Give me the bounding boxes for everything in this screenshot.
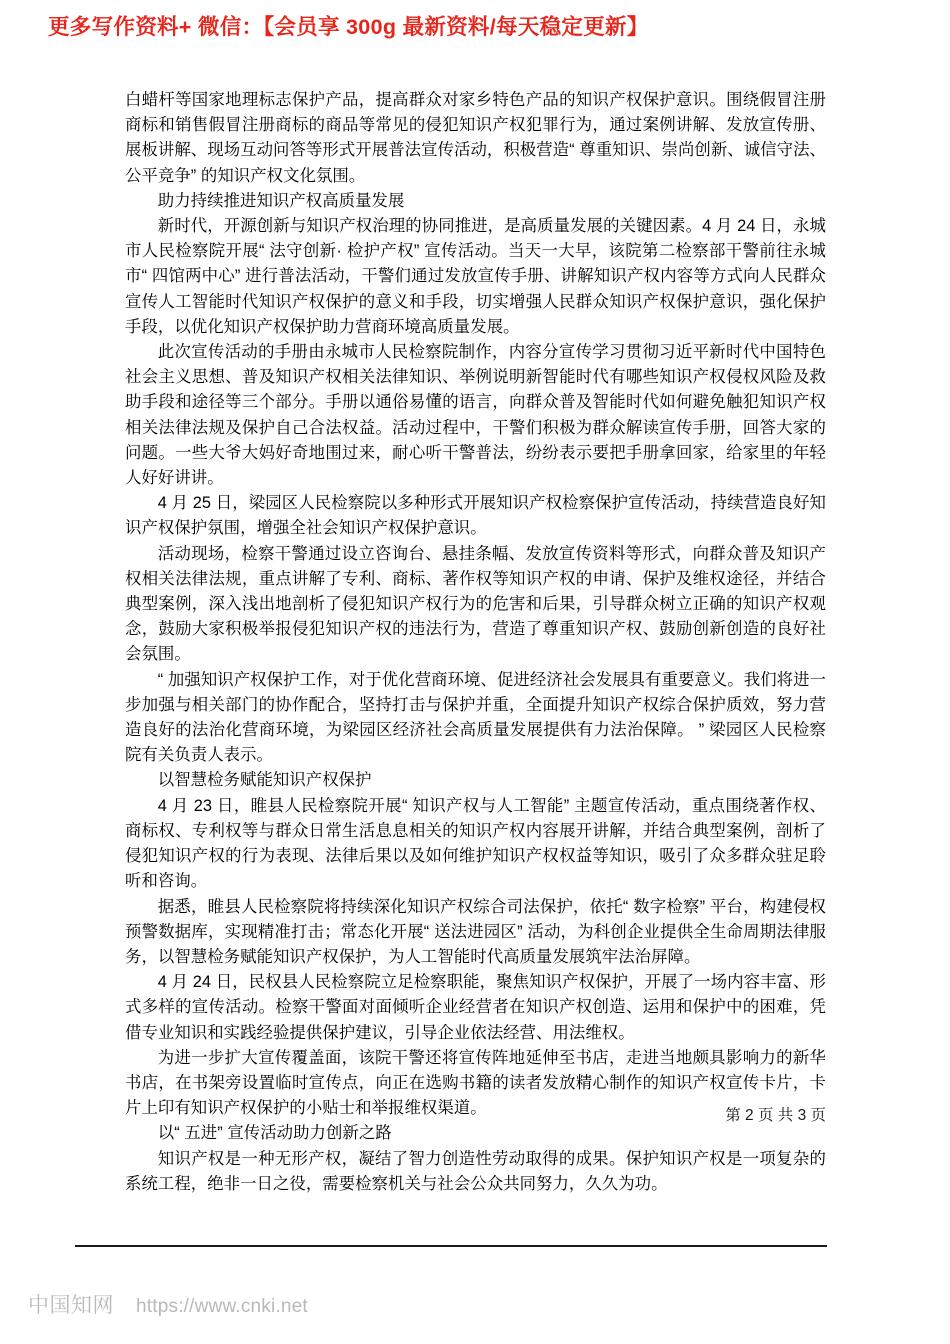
section-heading: 以智慧检务赋能知识产权保护 [157, 771, 372, 790]
paragraph: 知识产权是一种无形产权，凝结了智力创造性劳动取得的成果。保护知识产权是一项复杂的系统工程，绝非一日之役，需要检察机关与社会公众共同努力，久久为功。 [125, 1149, 826, 1193]
paragraph: 4 月 25 日，梁园区人民检察院以多种形式开展知识产权检察保护宣传活动，持续营造良好知识产权保护氛围，增强全社会知识产权保护意识。 [125, 494, 826, 538]
footer-divider [75, 1245, 827, 1247]
paragraph: “ 加强知识产权保护工作，对于优化营商环境、促进经济社会发展具有重要意义。我们将进一步加强与相关部门的协作配合，坚持打击与保护并重，全面提升知识产权综合保护质效，努力营造良好的法治化营商环境，为梁园区经济社会高质量发展提供有力法治保障。 ” 梁园区人民检察院有关负责人表示。 [125, 670, 826, 765]
paragraph: 据悉，睢县人民检察院将持续深化知识产权综合司法保护，依托“ 数字检察” 平台，构建侵权预警数据库，实现精准打击；常态化开展“ 送法进园区” 活动，为科创企业提供全生命周期法律服务，以智慧检务赋能知识产权保护，为人工智能时代高质量发展筑牢法治屏障。 [125, 897, 826, 966]
paragraph: 4 月 23 日，睢县人民检察院开展“ 知识产权与人工智能” 主题宣传活动，重点围绕著作权、商标权、专利权等与群众日常生活息息相关的知识产权内容展开讲解，并结合典型案例，剖析了侵犯知识产权的行为表现、法律后果以及如何维护知识产权权益等知识，吸引了众多群众驻足聆听和咨询。 [125, 796, 826, 891]
paragraph: 此次宣传活动的手册由永城市人民检察院制作，内容分宣传学习贯彻习近平新时代中国特色社会主义思想、普及知识产权相关法律知识、举例说明新智能时代有哪些知识产权侵权风险及救助手段和途径等三个部分。手册以通俗易懂的语言，向群众普及智能时代如何避免触犯知识产权相关法律法规及保护自己合法权益。活动过程中，干警们积极为群众解读宣传手册，回答大家的问题。一些大爷大妈好奇地围过来，耐心听干警普法，纷纷表示要把手册拿回家，给家里的年轻人好好讲讲。 [125, 343, 826, 488]
page-number-footer: 第 2 页 共 3 页 [725, 1107, 826, 1124]
section-heading: 助力持续推进知识产权高质量发展 [157, 191, 405, 210]
paragraph: 为进一步扩大宣传覆盖面，该院干警还将宣传阵地延伸至书店，走进当地颇具影响力的新华书店，在书架旁设置临时宣传点，向正在选购书籍的读者发放精心制作的知识产权宣传卡片，卡片上印有知识产权保护的小贴士和举报维权渠道。 [125, 1048, 826, 1118]
paragraph: 4 月 24 日，民权县人民检察院立足检察职能，聚焦知识产权保护，开展了一场内容丰富、形式多样的宣传活动。检察干警面对面倾听企业经营者在知识产权创造、运用和保护中的困难，凭借专业知识和实践经验提供保护建议，引导企业依法经营、用法维权。 [125, 973, 826, 1042]
paragraph: 白蜡杆等国家地理标志保护产品，提高群众对家乡特色产品的知识产权保护意识。围绕假冒注册商标和销售假冒注册商标的商品等常见的侵犯知识产权犯罪行为，通过案例讲解、发放宣传册、展板讲解、现场互动问答等形式开展普法宣传活动，积极营造“ 尊重知识、崇尚创新、诚信守法、公平竞争” 的知识产权文化氛围。 [125, 91, 826, 185]
cnki-site-name: 中国知网 [28, 1294, 114, 1317]
paragraph: 活动现场，检察干警通过设立咨询台、悬挂条幅、发放宣传资料等形式，向群众普及知识产权相关法律法规，重点讲解了专利、商标、著作权等知识产权的申请、保护及维权途径，并结合典型案例，深入浅出地剖析了侵犯知识产权行为的危害和后果，引导群众树立正确的知识产权观念，鼓励大家积极举报侵犯知识产权的违法行为，营造了尊重知识产权、鼓励创新创造的良好社会氛围。 [125, 544, 826, 664]
document-body [125, 88, 826, 1197]
cnki-site-url: https://www.cnki.net [136, 1296, 308, 1317]
paragraph: 新时代，开源创新与知识产权治理的协同推进，是高质量发展的关键因素。4 月 24 日，永城市人民检察院开展“ 法守创新· 检护产权” 宣传活动。当天一大早，该院第二检察部干警前往永城市“ 四馆两中心” 进行普法活动，干警们通过发放宣传手册、讲解知识产权内容等方式向人民群众宣传人工智能时代知识产权保护的意义和手段，切实增强人民群众知识产权保护意识，强化保护手段，以优化知识产权保护助力营商环境高质量发展。 [125, 217, 826, 336]
cnki-watermark [28, 1289, 308, 1319]
section-heading: 以“ 五进” 宣传活动助力创新之路 [157, 1124, 392, 1143]
promo-banner-text: 更多写作资料+ 微信：【会员享 300g 最新资料/每天稳定更新】 [48, 15, 649, 39]
